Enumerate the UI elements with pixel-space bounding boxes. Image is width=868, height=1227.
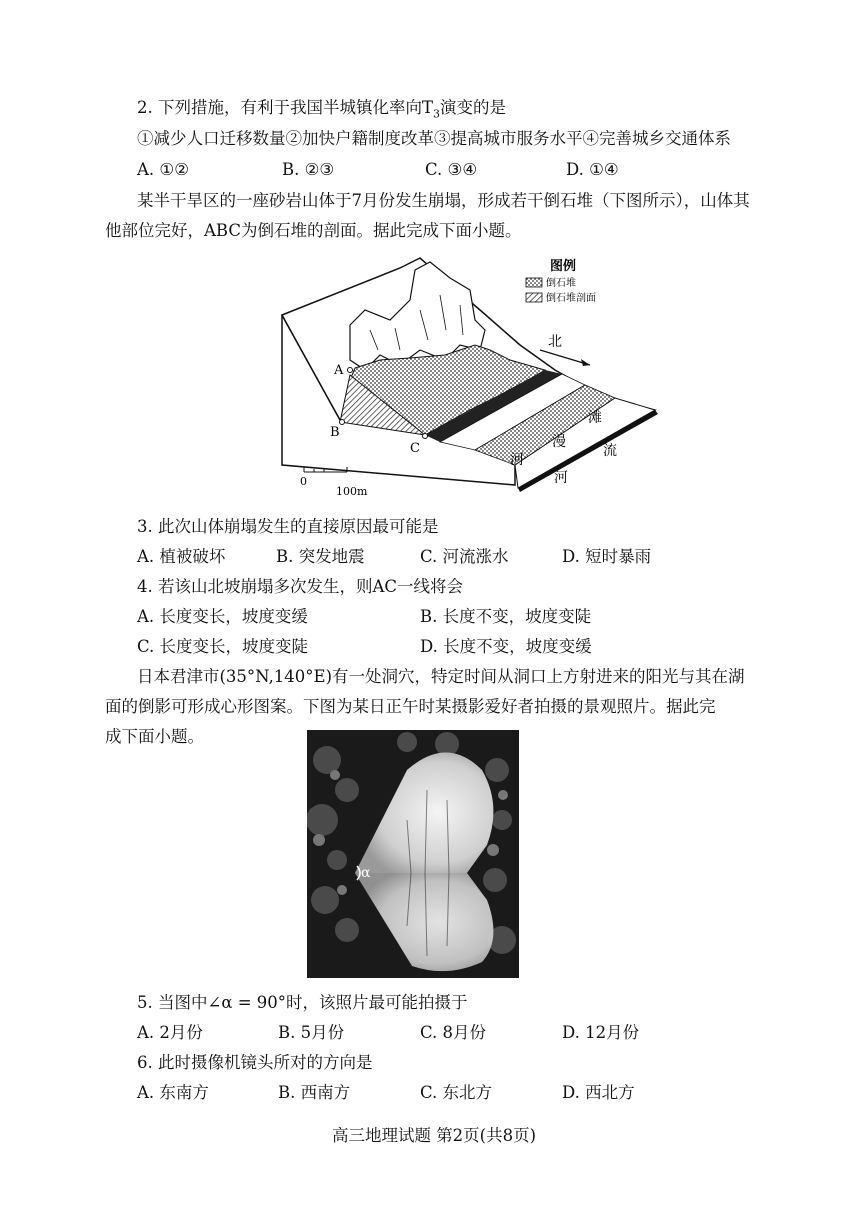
q5-option-d: D. 12月份 bbox=[562, 1023, 640, 1042]
page-footer: 高三地理试题 第2页(共8页) bbox=[331, 1126, 537, 1145]
q4-option-b: B. 长度不变，坡度变陡 bbox=[420, 607, 592, 626]
label-river-1: 河 bbox=[510, 452, 524, 468]
q2-option-c: C. ③④ bbox=[425, 160, 478, 179]
point-b-label: B bbox=[330, 425, 340, 440]
passage1-line1: 某半干旱区的一座砂岩山体于7月份发生崩塌，形成若干倒石堆（下图所示），山体其 bbox=[137, 191, 750, 210]
q6-option-b: B. 西南方 bbox=[278, 1083, 351, 1102]
scale-zero: 0 bbox=[300, 475, 307, 488]
label-floodplain-1: 漫 bbox=[552, 434, 566, 450]
legend-swatch-section bbox=[526, 293, 542, 302]
q5-option-c: C. 8月份 bbox=[420, 1023, 487, 1042]
point-c-marker bbox=[423, 434, 428, 439]
q3-option-b: B. 突发地震 bbox=[276, 547, 365, 566]
legend-label-section: 倒石堆剖面 bbox=[546, 293, 596, 304]
q4-option-a: A. 长度变长，坡度变缓 bbox=[137, 607, 308, 626]
q6-option-c: C. 东北方 bbox=[420, 1083, 493, 1102]
q3-option-c: C. 河流涨水 bbox=[420, 547, 509, 566]
q4-option-c: C. 长度变长，坡度变陡 bbox=[137, 637, 309, 656]
q5-option-a: A. 2月份 bbox=[137, 1023, 203, 1042]
q4-stem: 4. 若该山北坡崩塌多次发生，则AC一线将会 bbox=[137, 577, 464, 596]
scale-label: 100m bbox=[336, 485, 368, 498]
q6-stem: 6. 此时摄像机镜头所对的方向是 bbox=[137, 1053, 373, 1072]
q3-stem: 3. 此次山体崩塌发生的直接原因最可能是 bbox=[137, 517, 439, 536]
cave-photo bbox=[307, 730, 519, 978]
passage2-line2: 面的倒影可形成心形图案。下图为某日正午时某摄影爱好者拍摄的景观照片。据此完 bbox=[105, 697, 716, 716]
legend-swatch-scree bbox=[526, 278, 542, 287]
legend-label-scree: 倒石堆 bbox=[546, 278, 576, 289]
passage2-line1: 日本君津市(35°N,140°E)有一处洞穴，特定时间从洞口上方射进来的阳光与其在湖 bbox=[137, 667, 745, 686]
q6-option-a: A. 东南方 bbox=[137, 1083, 209, 1102]
q2-items: ①减少人口迁移数量②加快户籍制度改革③提高城市服务水平④完善城乡交通体系 bbox=[137, 129, 731, 148]
q6-option-d: D. 西北方 bbox=[562, 1083, 635, 1102]
point-a-label: A bbox=[334, 363, 344, 378]
point-b-marker bbox=[340, 420, 345, 425]
north-label: 北 bbox=[548, 334, 562, 350]
collapse-block-diagram bbox=[270, 250, 660, 500]
alpha-label: α bbox=[361, 865, 371, 881]
point-c-label: C bbox=[410, 441, 420, 456]
point-a-marker bbox=[348, 368, 353, 373]
passage1-line2: 他部位完好，ABC为倒石堆的剖面。据此完成下面小题。 bbox=[105, 221, 522, 240]
q2-option-b: B. ②③ bbox=[282, 160, 335, 179]
q5-stem: 5. 当图中∠α = 90°时，该照片最可能拍摄于 bbox=[137, 993, 468, 1012]
q5-option-b: B. 5月份 bbox=[278, 1023, 345, 1042]
passage2-line3: 成下面小题。 bbox=[105, 727, 204, 746]
q2-option-a: A. ①② bbox=[137, 160, 189, 179]
legend-title: 图例 bbox=[550, 259, 577, 274]
q4-option-d: D. 长度不变，坡度变缓 bbox=[420, 637, 592, 656]
label-river-2: 流 bbox=[603, 443, 617, 459]
q3-option-a: A. 植被破坏 bbox=[137, 547, 226, 566]
label-river-3: 河 bbox=[554, 470, 568, 486]
label-floodplain-2: 滩 bbox=[588, 410, 602, 426]
q3-option-d: D. 短时暴雨 bbox=[562, 547, 652, 566]
q2-option-d: D. ①④ bbox=[566, 160, 619, 179]
q2-stem: 2. 下列措施，有利于我国半城镇化率向$T_3$演变的是 bbox=[137, 98, 506, 121]
